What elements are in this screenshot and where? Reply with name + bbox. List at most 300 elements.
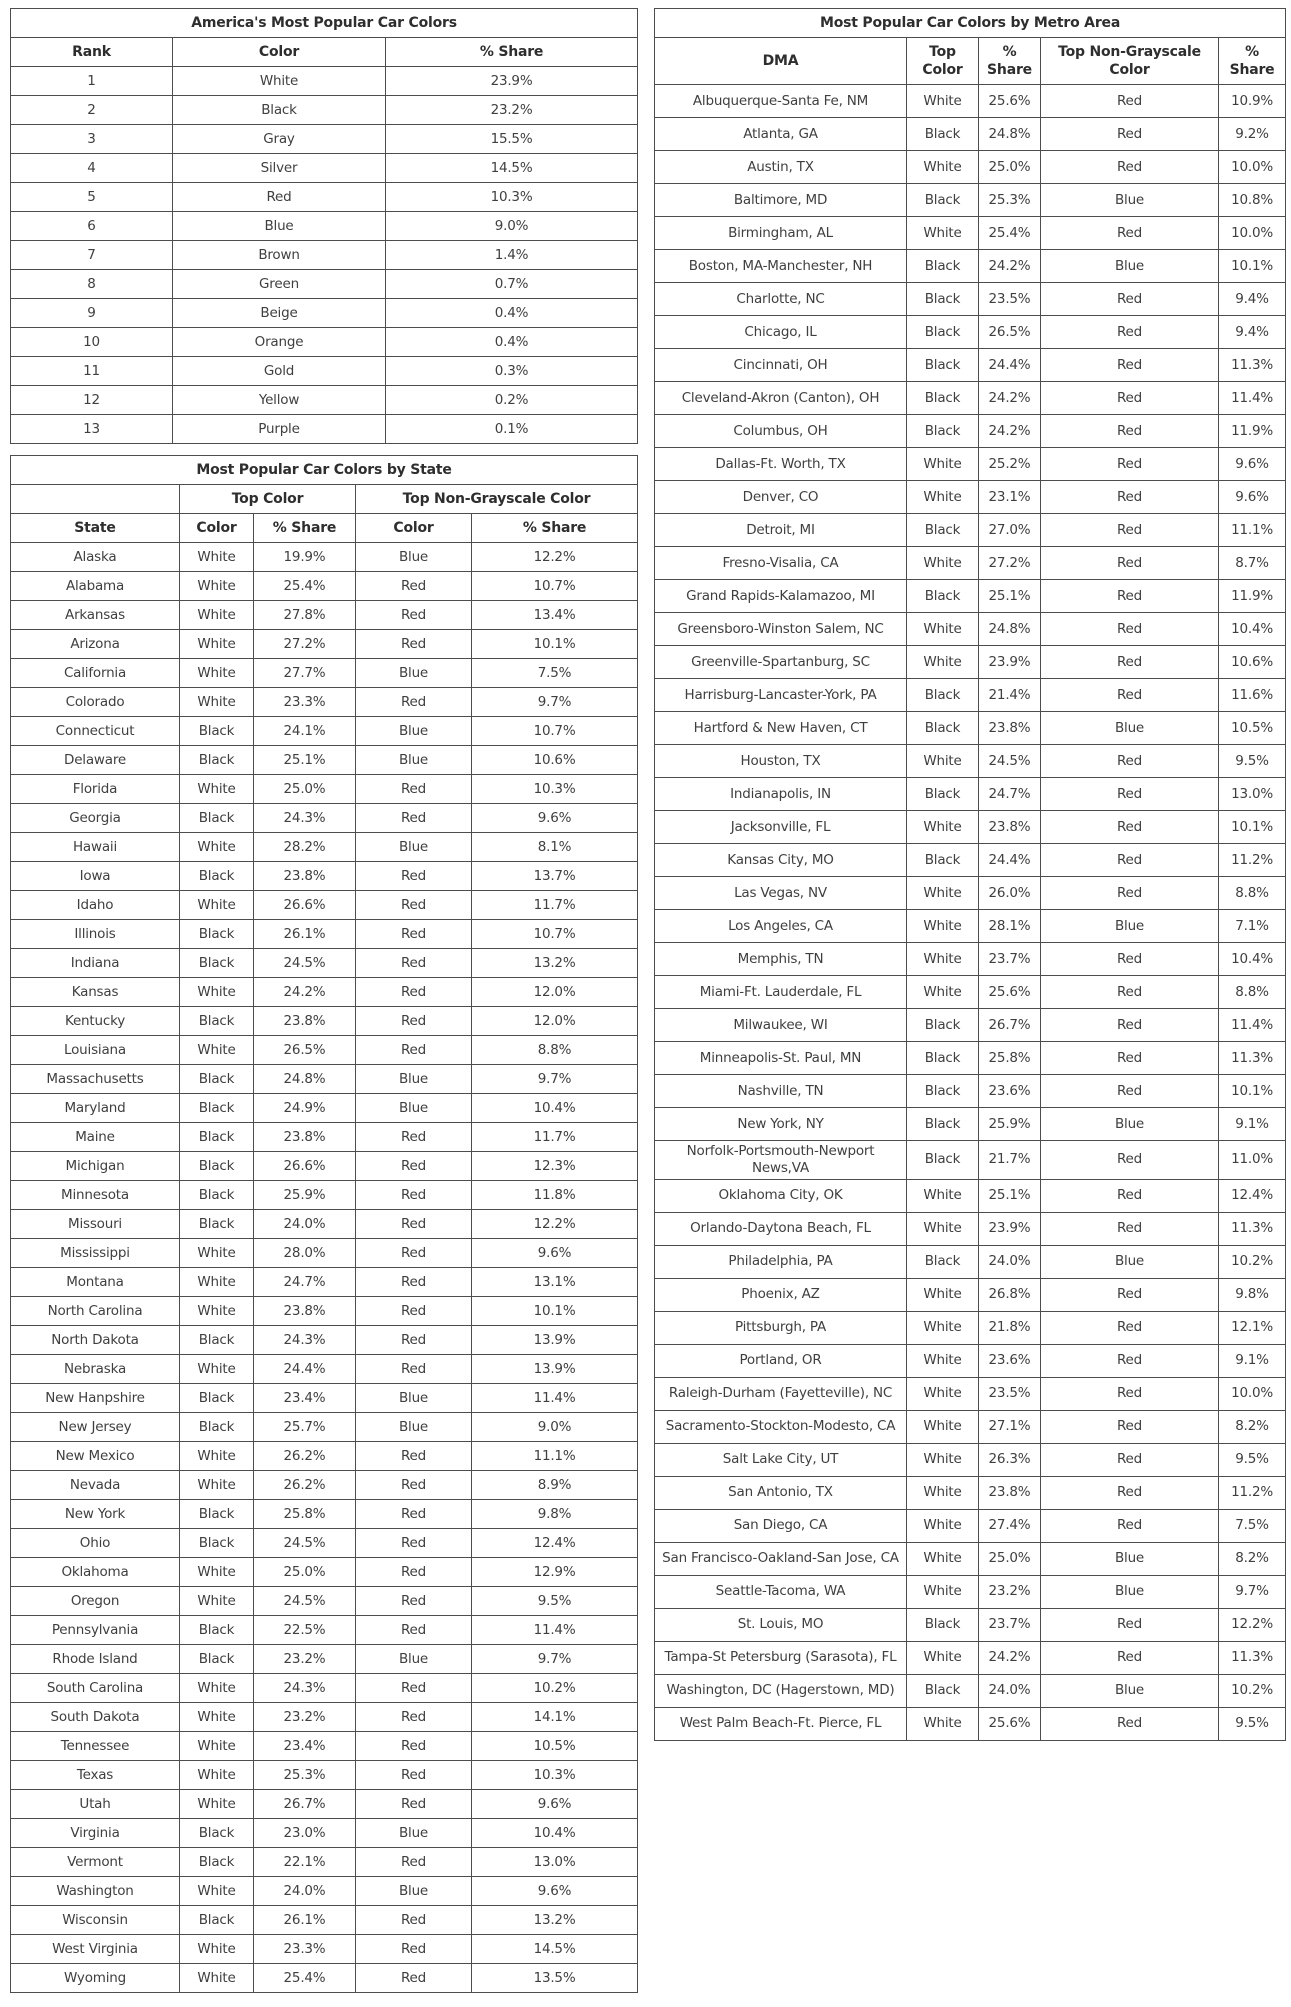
table-row: [655, 118, 1286, 151]
table-cell: White: [907, 151, 979, 184]
table-cell: 11.6%: [1219, 679, 1286, 712]
column-header-nongray-color: Color: [356, 514, 472, 543]
table-cell: White: [180, 543, 254, 572]
table-row: [11, 212, 638, 241]
table-cell: 27.0%: [979, 514, 1041, 547]
table-cell: Grand Rapids-Kalamazoo, MI: [655, 580, 907, 613]
national-car-colors-table: [10, 8, 638, 444]
column-header-rank: Rank: [11, 38, 173, 67]
table-cell: 10.1%: [472, 1297, 638, 1326]
table-cell: 9.7%: [472, 688, 638, 717]
table-cell: Pittsburgh, PA: [655, 1311, 907, 1344]
table-cell: 23.8%: [254, 1297, 356, 1326]
table-row: [11, 1065, 638, 1094]
table-row: [11, 67, 638, 96]
table-cell: Red: [1041, 679, 1219, 712]
table-cell: 25.6%: [979, 1707, 1041, 1740]
table-cell: 25.8%: [254, 1500, 356, 1529]
table-cell: 21.7%: [979, 1141, 1041, 1180]
table-cell: 9.1%: [1219, 1344, 1286, 1377]
table-cell: 25.9%: [979, 1108, 1041, 1141]
table-cell: 26.1%: [254, 1906, 356, 1935]
table-cell: Red: [1041, 778, 1219, 811]
table-cell: Blue: [356, 1877, 472, 1906]
table-cell: Red: [356, 1732, 472, 1761]
table-row: [11, 891, 638, 920]
metro-table-title: Most Popular Car Colors by Metro Area: [655, 9, 1286, 38]
table-row: [655, 1042, 1286, 1075]
table-cell: Nebraska: [11, 1355, 180, 1384]
table-cell: 0.2%: [386, 386, 638, 415]
table-cell: 9.0%: [386, 212, 638, 241]
table-cell: 24.0%: [979, 1245, 1041, 1278]
table-cell: Norfolk-Portsmouth-Newport News,VA: [655, 1141, 907, 1180]
table-cell: Dallas-Ft. Worth, TX: [655, 448, 907, 481]
table-cell: Red: [1041, 745, 1219, 778]
table-row: [11, 1152, 638, 1181]
table-cell: Red: [1041, 1278, 1219, 1311]
table-row: [11, 1761, 638, 1790]
table-cell: Florida: [11, 775, 180, 804]
metro-table-body: [655, 85, 1286, 1741]
state-car-colors-table: [10, 455, 638, 1993]
table-cell: 24.0%: [254, 1210, 356, 1239]
column-header-color: Color: [173, 38, 386, 67]
national-table-title: America's Most Popular Car Colors: [11, 9, 638, 38]
table-cell: 9.6%: [472, 1790, 638, 1819]
table-cell: 10.6%: [472, 746, 638, 775]
table-cell: Red: [1041, 1608, 1219, 1641]
table-cell: 9.6%: [472, 1877, 638, 1906]
table-row: [655, 877, 1286, 910]
table-row: [11, 1848, 638, 1877]
table-cell: 23.0%: [254, 1819, 356, 1848]
table-cell: Red: [1041, 349, 1219, 382]
table-cell: 8.7%: [1219, 547, 1286, 580]
table-cell: 13.0%: [1219, 778, 1286, 811]
table-cell: Black: [907, 844, 979, 877]
table-cell: Black: [907, 778, 979, 811]
table-cell: Red: [1041, 547, 1219, 580]
table-row: [11, 775, 638, 804]
column-header-top-color: Top Color: [907, 38, 979, 85]
table-cell: 23.5%: [979, 1377, 1041, 1410]
table-cell: White: [907, 811, 979, 844]
table-cell: Blue: [356, 543, 472, 572]
table-cell: 21.4%: [979, 679, 1041, 712]
table-cell: Connecticut: [11, 717, 180, 746]
table-cell: 9.6%: [472, 804, 638, 833]
table-cell: 26.6%: [254, 1152, 356, 1181]
table-cell: Purple: [173, 415, 386, 444]
table-cell: 8.2%: [1219, 1542, 1286, 1575]
group-header-top-non-grayscale-color: Top Non-Grayscale Color: [356, 485, 638, 514]
table-cell: 11.7%: [472, 1123, 638, 1152]
table-row: [655, 1542, 1286, 1575]
table-cell: Red: [1041, 1410, 1219, 1443]
table-cell: Black: [907, 118, 979, 151]
table-cell: Black: [180, 1413, 254, 1442]
table-cell: White: [180, 1442, 254, 1471]
table-cell: White: [907, 745, 979, 778]
table-cell: 24.0%: [979, 1674, 1041, 1707]
table-row: [11, 978, 638, 1007]
table-cell: Blue: [1041, 1674, 1219, 1707]
table-row: [11, 183, 638, 212]
table-cell: Charlotte, NC: [655, 283, 907, 316]
table-cell: 10.6%: [1219, 646, 1286, 679]
table-cell: Rhode Island: [11, 1645, 180, 1674]
table-row: [655, 778, 1286, 811]
table-cell: 24.4%: [979, 844, 1041, 877]
table-cell: White: [907, 217, 979, 250]
table-cell: Black: [180, 1210, 254, 1239]
table-cell: Black: [907, 349, 979, 382]
table-cell: Black: [180, 1065, 254, 1094]
table-cell: Black: [180, 862, 254, 891]
table-cell: 23.4%: [254, 1732, 356, 1761]
table-cell: White: [907, 877, 979, 910]
table-cell: Illinois: [11, 920, 180, 949]
table-row: [11, 386, 638, 415]
table-cell: Atlanta, GA: [655, 118, 907, 151]
table-cell: Black: [180, 949, 254, 978]
table-row: [11, 1877, 638, 1906]
table-cell: 25.8%: [979, 1042, 1041, 1075]
table-cell: Brown: [173, 241, 386, 270]
table-cell: Virginia: [11, 1819, 180, 1848]
table-cell: Red: [356, 1587, 472, 1616]
table-row: [11, 241, 638, 270]
table-cell: Red: [1041, 976, 1219, 1009]
table-cell: Gray: [173, 125, 386, 154]
table-cell: 23.8%: [254, 1123, 356, 1152]
table-cell: Jacksonville, FL: [655, 811, 907, 844]
table-cell: 12.0%: [472, 1007, 638, 1036]
table-cell: Red: [1041, 844, 1219, 877]
table-row: [655, 316, 1286, 349]
table-cell: Black: [180, 1906, 254, 1935]
table-cell: Green: [173, 270, 386, 299]
table-cell: 12.4%: [472, 1529, 638, 1558]
table-row: [11, 1384, 638, 1413]
table-cell: San Francisco-Oakland-San Jose, CA: [655, 1542, 907, 1575]
table-row: [655, 415, 1286, 448]
table-cell: White: [907, 1542, 979, 1575]
table-cell: 23.2%: [254, 1703, 356, 1732]
table-cell: 8.2%: [1219, 1410, 1286, 1443]
table-cell: Black: [907, 1075, 979, 1108]
table-cell: Red: [1041, 1344, 1219, 1377]
table-cell: Black: [180, 920, 254, 949]
table-row: [11, 1413, 638, 1442]
table-cell: 26.0%: [979, 877, 1041, 910]
table-cell: 0.4%: [386, 299, 638, 328]
table-cell: 0.4%: [386, 328, 638, 357]
table-cell: Black: [907, 1608, 979, 1641]
table-cell: Orlando-Daytona Beach, FL: [655, 1212, 907, 1245]
table-cell: Black: [180, 804, 254, 833]
table-cell: White: [180, 1964, 254, 1993]
table-cell: Michigan: [11, 1152, 180, 1181]
table-cell: White: [180, 572, 254, 601]
table-cell: Red: [1041, 151, 1219, 184]
table-cell: 23.3%: [254, 1935, 356, 1964]
table-row: [11, 833, 638, 862]
column-header-nongray-share: % Share: [1219, 38, 1286, 85]
table-cell: Louisiana: [11, 1036, 180, 1065]
table-row: [11, 1703, 638, 1732]
table-cell: Black: [180, 1384, 254, 1413]
table-cell: 25.4%: [254, 1964, 356, 1993]
table-cell: Black: [180, 1645, 254, 1674]
table-row: [655, 151, 1286, 184]
table-cell: 25.0%: [979, 1542, 1041, 1575]
table-cell: 24.5%: [254, 1587, 356, 1616]
table-cell: 7.5%: [472, 659, 638, 688]
table-cell: Red: [1041, 1443, 1219, 1476]
table-row: [11, 1674, 638, 1703]
table-cell: Hawaii: [11, 833, 180, 862]
table-cell: 9.1%: [1219, 1108, 1286, 1141]
table-row: [11, 1355, 638, 1384]
table-cell: 24.4%: [254, 1355, 356, 1384]
table-cell: Black: [907, 1674, 979, 1707]
table-cell: Red: [1041, 1141, 1219, 1180]
table-cell: Red: [356, 949, 472, 978]
table-cell: 11.9%: [1219, 415, 1286, 448]
table-row: [11, 1790, 638, 1819]
table-cell: White: [180, 659, 254, 688]
column-header-share: % Share: [386, 38, 638, 67]
table-row: [655, 1476, 1286, 1509]
table-cell: White: [907, 1476, 979, 1509]
table-cell: 24.7%: [254, 1268, 356, 1297]
table-cell: 10.0%: [1219, 217, 1286, 250]
table-cell: 23.9%: [979, 646, 1041, 679]
table-cell: Red: [356, 1210, 472, 1239]
table-cell: 11.4%: [1219, 1009, 1286, 1042]
table-cell: 10.1%: [472, 630, 638, 659]
table-cell: Gold: [173, 357, 386, 386]
table-cell: Minneapolis-St. Paul, MN: [655, 1042, 907, 1075]
table-cell: White: [907, 613, 979, 646]
table-row: [11, 949, 638, 978]
table-cell: Red: [356, 1152, 472, 1181]
table-cell: Black: [180, 1007, 254, 1036]
table-cell: Mississippi: [11, 1239, 180, 1268]
table-cell: White: [180, 978, 254, 1007]
table-cell: Red: [356, 1790, 472, 1819]
table-cell: Washington: [11, 1877, 180, 1906]
table-cell: Red: [356, 891, 472, 920]
table-cell: 9.5%: [1219, 745, 1286, 778]
table-cell: Baltimore, MD: [655, 184, 907, 217]
table-cell: White: [907, 1443, 979, 1476]
table-row: [11, 1906, 638, 1935]
table-cell: Greensboro-Winston Salem, NC: [655, 613, 907, 646]
table-row: [11, 1935, 638, 1964]
table-row: [11, 1036, 638, 1065]
table-cell: 22.1%: [254, 1848, 356, 1877]
table-row: [655, 580, 1286, 613]
table-cell: 13.5%: [472, 1964, 638, 1993]
table-cell: 0.1%: [386, 415, 638, 444]
table-cell: 26.2%: [254, 1442, 356, 1471]
table-cell: 11.3%: [1219, 1212, 1286, 1245]
table-cell: 11.0%: [1219, 1141, 1286, 1180]
table-cell: 26.5%: [254, 1036, 356, 1065]
table-cell: 25.0%: [254, 775, 356, 804]
table-cell: Beige: [173, 299, 386, 328]
table-row: [655, 1641, 1286, 1674]
table-cell: North Carolina: [11, 1297, 180, 1326]
table-cell: 10.3%: [472, 1761, 638, 1790]
table-cell: Red: [1041, 1009, 1219, 1042]
table-row: [655, 1608, 1286, 1641]
table-cell: Blue: [356, 1384, 472, 1413]
table-row: [655, 1278, 1286, 1311]
table-cell: Red: [356, 1529, 472, 1558]
table-cell: 7: [11, 241, 173, 270]
table-row: [655, 283, 1286, 316]
table-cell: 26.2%: [254, 1471, 356, 1500]
table-cell: White: [180, 630, 254, 659]
table-cell: 11.9%: [1219, 580, 1286, 613]
table-cell: 25.1%: [979, 1179, 1041, 1212]
table-cell: Indiana: [11, 949, 180, 978]
table-cell: Maryland: [11, 1094, 180, 1123]
table-cell: White: [907, 481, 979, 514]
table-cell: 9.5%: [1219, 1443, 1286, 1476]
table-cell: Red: [356, 1674, 472, 1703]
table-cell: 11.1%: [1219, 514, 1286, 547]
table-row: [655, 250, 1286, 283]
table-cell: 13: [11, 415, 173, 444]
table-cell: Oklahoma City, OK: [655, 1179, 907, 1212]
table-cell: Red: [1041, 1042, 1219, 1075]
table-cell: 24.1%: [254, 717, 356, 746]
table-cell: 25.6%: [979, 976, 1041, 1009]
table-cell: Red: [356, 1239, 472, 1268]
table-row: [655, 1009, 1286, 1042]
table-cell: Vermont: [11, 1848, 180, 1877]
table-cell: Minnesota: [11, 1181, 180, 1210]
table-cell: California: [11, 659, 180, 688]
table-cell: Blue: [356, 659, 472, 688]
group-header-empty: [11, 485, 180, 514]
table-cell: Maine: [11, 1123, 180, 1152]
table-cell: Black: [907, 1245, 979, 1278]
table-cell: 24.2%: [979, 415, 1041, 448]
table-cell: White: [907, 943, 979, 976]
table-cell: 8.8%: [1219, 976, 1286, 1009]
table-cell: 23.2%: [254, 1645, 356, 1674]
table-cell: 24.2%: [979, 250, 1041, 283]
table-cell: 26.3%: [979, 1443, 1041, 1476]
table-cell: Las Vegas, NV: [655, 877, 907, 910]
table-cell: 24.0%: [254, 1877, 356, 1906]
table-cell: Kansas City, MO: [655, 844, 907, 877]
table-cell: Red: [356, 1906, 472, 1935]
table-cell: 10.1%: [1219, 811, 1286, 844]
table-cell: Red: [1041, 1509, 1219, 1542]
table-cell: 24.2%: [979, 1641, 1041, 1674]
table-cell: 23.9%: [386, 67, 638, 96]
table-cell: 6: [11, 212, 173, 241]
table-row: [11, 630, 638, 659]
table-row: [11, 1123, 638, 1152]
table-cell: North Dakota: [11, 1326, 180, 1355]
table-cell: Albuquerque-Santa Fe, NM: [655, 85, 907, 118]
table-cell: White: [907, 1377, 979, 1410]
table-cell: Ohio: [11, 1529, 180, 1558]
table-cell: Austin, TX: [655, 151, 907, 184]
table-cell: 10.5%: [1219, 712, 1286, 745]
table-cell: 24.3%: [254, 804, 356, 833]
table-cell: 26.6%: [254, 891, 356, 920]
metro-table-title-row: [655, 9, 1286, 38]
table-cell: 25.0%: [979, 151, 1041, 184]
table-cell: Montana: [11, 1268, 180, 1297]
table-cell: Red: [1041, 283, 1219, 316]
table-cell: 24.8%: [979, 613, 1041, 646]
table-cell: Red: [356, 775, 472, 804]
table-cell: White: [907, 1212, 979, 1245]
table-cell: 21.8%: [979, 1311, 1041, 1344]
table-cell: South Dakota: [11, 1703, 180, 1732]
table-row: [11, 862, 638, 891]
table-cell: Blue: [173, 212, 386, 241]
table-cell: 9.8%: [472, 1500, 638, 1529]
table-cell: White: [180, 891, 254, 920]
table-row: [11, 1732, 638, 1761]
table-cell: 22.5%: [254, 1616, 356, 1645]
table-cell: 11: [11, 357, 173, 386]
table-cell: 12.2%: [1219, 1608, 1286, 1641]
table-cell: Red: [1041, 481, 1219, 514]
table-cell: Black: [907, 1141, 979, 1180]
table-cell: White: [180, 601, 254, 630]
table-row: [655, 1179, 1286, 1212]
table-cell: Arkansas: [11, 601, 180, 630]
table-row: [655, 1344, 1286, 1377]
table-cell: Red: [356, 920, 472, 949]
table-cell: Blue: [356, 746, 472, 775]
table-cell: Red: [356, 804, 472, 833]
table-cell: Silver: [173, 154, 386, 183]
table-cell: Red: [356, 601, 472, 630]
table-cell: White: [180, 688, 254, 717]
table-cell: Red: [356, 1964, 472, 1993]
table-cell: South Carolina: [11, 1674, 180, 1703]
table-cell: White: [180, 1703, 254, 1732]
table-cell: 9.2%: [1219, 118, 1286, 151]
table-cell: Black: [907, 580, 979, 613]
column-header-dma: DMA: [655, 38, 907, 85]
table-row: [11, 1587, 638, 1616]
table-cell: 11.3%: [1219, 1042, 1286, 1075]
table-cell: 10.4%: [472, 1094, 638, 1123]
table-cell: 9.7%: [472, 1645, 638, 1674]
table-cell: 23.4%: [254, 1384, 356, 1413]
table-cell: Cincinnati, OH: [655, 349, 907, 382]
left-column: [10, 8, 637, 1993]
table-cell: 9.4%: [1219, 283, 1286, 316]
table-cell: Red: [356, 1123, 472, 1152]
table-cell: 9: [11, 299, 173, 328]
table-row: [655, 481, 1286, 514]
